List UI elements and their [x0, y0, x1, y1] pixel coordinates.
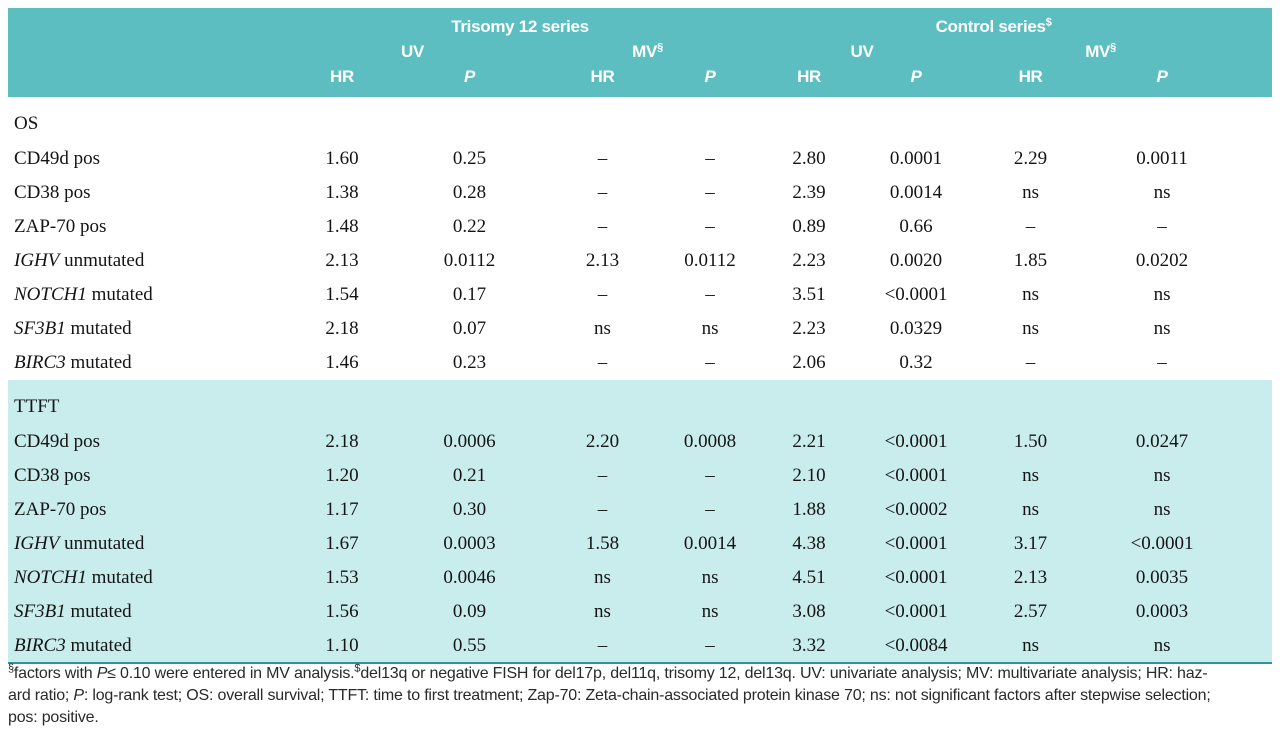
group-header-control [755, 8, 1272, 38]
value-cell: 0.0006 [443, 431, 496, 452]
footnote-text: del13q or negative FISH for del17p, del11q, trisomy 12, del13q. UV: univariate analysis; MV: multivariate analysis; HR: haz- [360, 665, 1208, 682]
value-cell: <0.0002 [884, 499, 948, 520]
gene-name: SF3B1 [14, 318, 66, 339]
gene-name: BIRC3 [14, 352, 66, 373]
value-cell: 0.0247 [1135, 431, 1189, 452]
footnote-line [8, 685, 1274, 707]
gene-name: IGHV [14, 250, 60, 271]
subgroup-header-mv-ctrl [969, 38, 1272, 65]
results-table [8, 8, 1272, 664]
row-label-text: CD49d pos [14, 431, 101, 452]
value-cell: – [597, 148, 608, 169]
row-label-text: mutated [86, 567, 153, 588]
row-label [8, 527, 285, 561]
footnote-text: factors with [13, 665, 97, 682]
row-label [8, 244, 285, 278]
row-label-text: mutated [65, 634, 132, 656]
value-cell: – [1025, 352, 1036, 373]
value-cell: 0.09 [452, 601, 487, 622]
value-cell: ns [1022, 182, 1039, 203]
row-label [8, 312, 285, 346]
subgroup-header-uv-t12 [285, 38, 540, 65]
value-header-row [8, 65, 1272, 97]
value-cell: ns [701, 601, 719, 622]
value-cell: 0.0011 [1136, 148, 1188, 169]
value-cell: ns [1022, 499, 1039, 520]
value-cell: 0.30 [452, 499, 487, 520]
table-row [8, 176, 1272, 210]
value-cell: ns [1153, 284, 1171, 305]
row-label [8, 459, 285, 493]
header-spacer [8, 8, 285, 38]
value-cell: 2.23 [792, 250, 826, 271]
value-cell: – [597, 182, 608, 203]
gene-name: SF3B1 [14, 601, 66, 622]
subgroup-header-mv-t12 [540, 38, 755, 65]
analysis-header-row [8, 38, 1272, 65]
value-cell: <0.0001 [884, 284, 948, 305]
value-cell: 3.08 [792, 601, 826, 622]
value-cell: ns [1022, 465, 1039, 486]
row-label-text: CD49d pos [14, 148, 101, 169]
value-cell: 2.10 [792, 465, 826, 486]
table-row [8, 244, 1272, 278]
value-cell: 2.06 [792, 352, 826, 373]
value-cell: 0.0001 [889, 148, 943, 169]
table-row [8, 346, 1272, 380]
col-header-hr: HR [285, 65, 399, 97]
col-header-hr: HR [969, 65, 1092, 97]
value-cell: 0.89 [792, 216, 826, 237]
value-cell: 2.18 [325, 431, 359, 452]
group-header-trisomy12 [285, 8, 755, 38]
value-cell: 0.0329 [889, 318, 943, 339]
value-cell: 3.32 [792, 634, 826, 656]
row-label [8, 142, 285, 176]
value-cell: – [597, 465, 608, 486]
row-label [8, 210, 285, 244]
row-label-text: mutated [65, 318, 132, 339]
col-header-p: P [863, 65, 969, 97]
value-cell: 0.0003 [443, 533, 496, 554]
value-cell: ns [1022, 284, 1039, 305]
value-cell: 2.80 [792, 148, 826, 169]
value-cell: 2.39 [792, 182, 826, 203]
value-cell: 2.13 [325, 250, 359, 271]
value-cell: – [597, 352, 608, 373]
col-header-hr: HR [540, 65, 665, 97]
value-cell: 0.0202 [1135, 250, 1189, 271]
value-cell: 0.21 [452, 465, 487, 486]
footnote-text: ≤ 0.10 were entered in MV analysis. [107, 665, 355, 682]
value-cell: <0.0001 [884, 601, 948, 622]
group-header-row [8, 8, 1272, 38]
table-row [8, 595, 1272, 629]
section-header-row [8, 97, 1272, 142]
value-cell: 1.46 [325, 352, 359, 373]
value-cell: 3.17 [1013, 533, 1048, 554]
table-section [8, 380, 1272, 663]
value-cell: – [705, 465, 715, 486]
value-cell: ns [701, 567, 719, 588]
group-sup: $ [1045, 16, 1052, 29]
table-row [8, 561, 1272, 595]
value-cell: 1.67 [325, 533, 359, 554]
value-cell: ns [1153, 465, 1171, 486]
value-cell: 2.21 [792, 431, 826, 452]
row-label-text: ZAP-70 pos [14, 499, 107, 520]
value-cell: 0.0014 [889, 182, 943, 203]
section-label: OS [14, 113, 39, 134]
row-label-text: CD38 pos [14, 182, 91, 203]
subgroup-label: MV [1085, 41, 1111, 61]
subgroup-label: UV [400, 41, 425, 61]
value-cell: – [1157, 216, 1167, 237]
value-cell: 0.0014 [683, 533, 737, 554]
value-cell: ns [1153, 318, 1171, 339]
value-cell: 4.38 [792, 533, 826, 554]
value-cell: – [705, 284, 715, 305]
table-footnote [8, 663, 1274, 729]
gene-name: IGHV [14, 533, 60, 554]
value-cell: 0.0008 [683, 431, 737, 452]
row-label-text: unmutated [59, 533, 145, 554]
subgroup-header-uv-ctrl [755, 38, 969, 65]
value-cell: 2.23 [792, 318, 826, 339]
value-cell: 4.51 [792, 567, 826, 588]
value-cell: 2.57 [1013, 601, 1048, 622]
value-cell: <0.0001 [1130, 533, 1194, 554]
gene-name: NOTCH1 [14, 284, 87, 305]
table-row [8, 493, 1272, 527]
value-cell: ns [1153, 634, 1171, 656]
value-cell: 0.66 [899, 216, 933, 237]
col-header-p: P [1092, 65, 1272, 97]
row-label [8, 561, 285, 595]
value-cell: 1.38 [325, 182, 359, 203]
subgroup-label: MV [632, 41, 658, 61]
value-cell: 3.51 [792, 284, 826, 305]
table-row [8, 312, 1272, 346]
table-row [8, 425, 1272, 459]
value-cell: ns [1153, 182, 1171, 203]
section-header-row [8, 380, 1272, 425]
value-cell: 1.48 [325, 216, 359, 237]
value-cell: 1.17 [325, 499, 359, 520]
value-cell: ns [1153, 499, 1171, 520]
value-cell: – [597, 634, 608, 656]
value-cell: – [1025, 216, 1036, 237]
footnote-text: : log-rank test; OS: overall survival; TTFT: time to first treatment; Zap-70: Zeta-chain-associated protein kinase 70; ns: not significant factors after stepwise selection; [83, 687, 1211, 704]
table-row [8, 210, 1272, 244]
value-cell: ns [594, 318, 611, 339]
value-cell: – [597, 284, 608, 305]
subgroup-sup: § [1110, 40, 1116, 53]
table-row [8, 629, 1272, 663]
value-cell: – [597, 499, 608, 520]
value-cell: 2.13 [1013, 567, 1048, 588]
value-cell: – [1157, 352, 1167, 373]
header-spacer [8, 65, 285, 97]
table-row [8, 459, 1272, 493]
value-cell: 0.17 [452, 284, 487, 305]
gene-name: NOTCH1 [14, 567, 87, 588]
table-header [8, 8, 1272, 97]
table-section [8, 97, 1272, 380]
value-cell: 1.60 [325, 148, 359, 169]
row-label [8, 595, 285, 629]
header-spacer [8, 38, 285, 65]
gene-name: BIRC3 [14, 634, 66, 656]
value-cell: <0.0001 [884, 567, 948, 588]
value-cell: 2.18 [325, 318, 359, 339]
value-cell: 0.0020 [889, 250, 943, 271]
footnote-text: pos: positive. [8, 709, 99, 726]
col-header-hr: HR [755, 65, 863, 97]
value-cell: 0.0003 [1135, 601, 1189, 622]
group-label: Trisomy 12 series [451, 17, 589, 36]
value-cell: – [705, 148, 715, 169]
value-cell: <0.0001 [884, 431, 948, 452]
table-row [8, 142, 1272, 176]
value-cell: 0.55 [452, 634, 487, 656]
value-cell: 0.23 [452, 352, 487, 373]
value-cell: 1.54 [325, 284, 359, 305]
row-label [8, 176, 285, 210]
table-row [8, 527, 1272, 561]
value-cell: ns [594, 567, 611, 588]
value-cell: 1.53 [325, 567, 359, 588]
row-label-text: unmutated [59, 250, 145, 271]
row-label-text: CD38 pos [14, 465, 91, 486]
row-label [8, 493, 285, 527]
row-label [8, 346, 285, 380]
value-cell: ns [1022, 318, 1039, 339]
value-cell: 1.88 [792, 499, 826, 520]
subgroup-label: UV [850, 41, 874, 61]
footnote-text: $ [354, 662, 361, 675]
row-label-text: mutated [86, 284, 153, 305]
value-cell: 1.56 [325, 601, 359, 622]
value-cell: ns [701, 318, 719, 339]
value-cell: 2.29 [1013, 148, 1048, 169]
value-cell: 0.0112 [684, 250, 736, 271]
value-cell: 0.0046 [443, 567, 496, 588]
footnote-text: § [8, 662, 14, 675]
value-cell: <0.0084 [884, 634, 948, 656]
value-cell: 1.58 [585, 533, 620, 554]
subgroup-sup: § [657, 40, 663, 53]
value-cell: 1.10 [325, 634, 359, 656]
table-row [8, 278, 1272, 312]
value-cell: 1.20 [325, 465, 359, 486]
col-header-p: P [399, 65, 540, 97]
row-label [8, 278, 285, 312]
value-cell: 1.85 [1013, 250, 1048, 271]
value-cell: – [705, 634, 715, 656]
value-cell: 0.0112 [443, 250, 496, 271]
row-label [8, 629, 285, 663]
value-cell: <0.0001 [884, 465, 948, 486]
row-label-text: ZAP-70 pos [14, 216, 107, 237]
row-label-text: mutated [65, 352, 132, 373]
value-cell: – [705, 352, 715, 373]
value-cell: 0.0035 [1135, 567, 1189, 588]
value-cell: – [597, 216, 608, 237]
footnote-text: P [73, 687, 84, 704]
value-cell: – [705, 499, 715, 520]
footnote-text: P [96, 665, 108, 682]
value-cell: 2.13 [585, 250, 620, 271]
value-cell: 2.20 [585, 431, 620, 452]
col-header-p: P [665, 65, 755, 97]
value-cell: – [705, 216, 715, 237]
value-cell: 0.32 [899, 352, 933, 373]
value-cell: 0.07 [452, 318, 487, 339]
section-label: TTFT [14, 396, 60, 417]
value-cell: 1.50 [1013, 431, 1048, 452]
footnote-line [8, 663, 1274, 685]
value-cell: ns [1022, 634, 1039, 656]
value-cell: ns [594, 601, 611, 622]
footnote-text: ard ratio; [8, 687, 74, 704]
row-label-text: mutated [65, 601, 132, 622]
footnote-line [8, 707, 1274, 729]
value-cell: 0.25 [452, 148, 487, 169]
value-cell: – [705, 182, 715, 203]
value-cell: 0.28 [452, 182, 487, 203]
group-label: Control series [935, 17, 1046, 36]
value-cell: <0.0001 [884, 533, 948, 554]
row-label [8, 425, 285, 459]
value-cell: 0.22 [452, 216, 487, 237]
